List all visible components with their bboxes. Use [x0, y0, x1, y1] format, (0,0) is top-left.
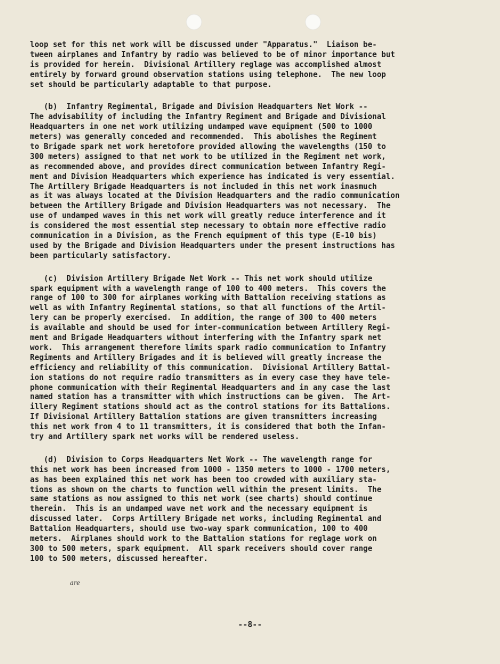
text-line: as recommended above, and provides direct communication between Infantry Regi- — [30, 161, 386, 171]
paragraph-artillery-brigade-net-work — [30, 274, 482, 442]
text-line: ment and Division Headquarters which experience has indicated is very essential. — [30, 171, 396, 181]
text-line: therein. This is an undamped wave net work and the necessary equipment is — [30, 504, 368, 514]
text-line: discussed later. Corps Artillery Brigade net works, including Regimental and — [30, 514, 382, 524]
text-line: loop set for this net work will be discussed under "Apparatus." Liaison be- — [30, 40, 377, 49]
text-line: is provided for herein. Divisional Artillery reglage was accomplished almost — [30, 59, 382, 69]
text-line: same stations as now assigned to this net work (see charts) should continue — [30, 494, 373, 504]
text-line: The advisability of including the Infantry Regiment and Brigade and Divisional — [30, 112, 386, 122]
text-line: used by the Brigade and Division Headquarters under the present instructions has — [30, 240, 396, 250]
text-line: been particularly satisfactory. — [30, 250, 172, 260]
handwritten-note: are — [70, 580, 80, 587]
document-body — [30, 40, 482, 564]
text-line: spark equipment with a wavelength range of 100 to 400 meters. This covers the — [30, 283, 386, 293]
paragraph-infantry-net-work — [30, 102, 482, 260]
text-line: The Artillery Brigade Headquarters is not included in this net work inasmuch — [30, 181, 377, 191]
text-line: this net work from 4 to 11 transmitters, it is considered that both the Infan- — [30, 422, 386, 432]
text-line: try and Artillery spark net works will be rendered useless. — [30, 431, 300, 441]
text-line: lery can be properly exercised. In addition, the range of 300 to 400 meters — [30, 313, 377, 323]
text-line: efficiency and reliability of this communication. Divisional Artillery Battal- — [30, 362, 391, 372]
paragraph-apparatus-intro — [30, 40, 482, 89]
text-line: phone communication with their Regimental Headquarters and in any case the last — [30, 382, 391, 392]
text-line: work. This arrangement therefore limits spark radio communication to Infantry — [30, 342, 386, 352]
text-line: tions as shown on the charts to function well within the present limits. The — [30, 484, 382, 494]
section-heading-line: (c) Division Artillery Brigade Net Work -- This net work should utilize — [30, 273, 373, 283]
text-line: named station has a transmitter with which instructions can be given. The Art- — [30, 392, 391, 402]
text-line: range of 100 to 300 for airplanes working with Battalion receiving stations as — [30, 293, 386, 303]
text-line: ment and Brigade Headquarters without interfering with the Infantry spark net — [30, 333, 382, 343]
text-line: to Brigade spark net work heretofore provided allowing the wavelengths (150 to — [30, 142, 386, 152]
punch-hole-right — [305, 14, 321, 30]
text-line: meters) was generally conceded and recommended. This abolishes the Regiment — [30, 132, 377, 142]
paragraph-corps-net-work — [30, 455, 482, 564]
text-line: 300 meters) assigned to that net work to be utilized in the Regiment net work, — [30, 151, 386, 161]
text-line: this net work has been increased from 1000 - 1350 meters to 1000 - 1700 meters, — [30, 464, 391, 474]
text-line: If Divisional Artillery Battalion stations are given transmitters increasing — [30, 412, 377, 422]
text-line: well as with Infantry Regimental stations, so that all functions of the Artil- — [30, 303, 386, 313]
text-line: set should be particularly adaptable to that purpose. — [30, 79, 272, 89]
text-line: 100 to 500 meters, discussed hereafter. — [30, 553, 208, 563]
text-line: is considered the most essential step necessary to obtain more effective radio — [30, 221, 386, 231]
text-line: is available and should be used for inter-communication between Artillery Regi- — [30, 323, 391, 333]
section-heading-line: (d) Division to Corps Headquarters Net Work -- The wavelength range for — [30, 454, 373, 464]
text-line: tween airplanes and Infantry by radio was believed to be of minor importance but — [30, 49, 396, 59]
text-line: Battalion Headquarters, should use two-way spark communication, 100 to 400 — [30, 524, 368, 534]
text-line: Regiments and Artillery Brigades and it is believed will greatly increase the — [30, 352, 382, 362]
text-line: as it was always located at the Division Headquarters and the radio communication — [30, 191, 400, 201]
section-heading-line: (b) Infantry Regimental, Brigade and Division Headquarters Net Work -- — [30, 102, 368, 112]
text-line: entirely by forward ground observation stations using telephone. The new loop — [30, 69, 386, 79]
text-line: illery Regiment stations should act as the control stations for its Battalions. — [30, 402, 391, 412]
text-line: 300 to 500 meters, spark equipment. All spark receivers should cover range — [30, 543, 373, 553]
punch-hole-left — [186, 14, 202, 30]
text-line: communication in a Division, as the French equipment of this type (E-10 bis) — [30, 231, 377, 241]
text-line: ion stations do not require radio transmitters as in every case they have tele- — [30, 372, 391, 382]
page-number: --8-- — [237, 620, 263, 629]
text-line: Headquarters in one net work utilizing undamped wave equipment (500 to 1000 — [30, 122, 373, 132]
text-line: between the Artillery Brigade and Division Headquarters was not necessary. The — [30, 201, 391, 211]
text-line: use of undamped waves in this net work will greatly reduce interference and it — [30, 211, 386, 221]
text-line: as has been explained this net work has been too crowded with auxiliary sta- — [30, 474, 377, 484]
text-line: meters. Airplanes should work to the Battalion stations for reglage work on — [30, 533, 377, 543]
